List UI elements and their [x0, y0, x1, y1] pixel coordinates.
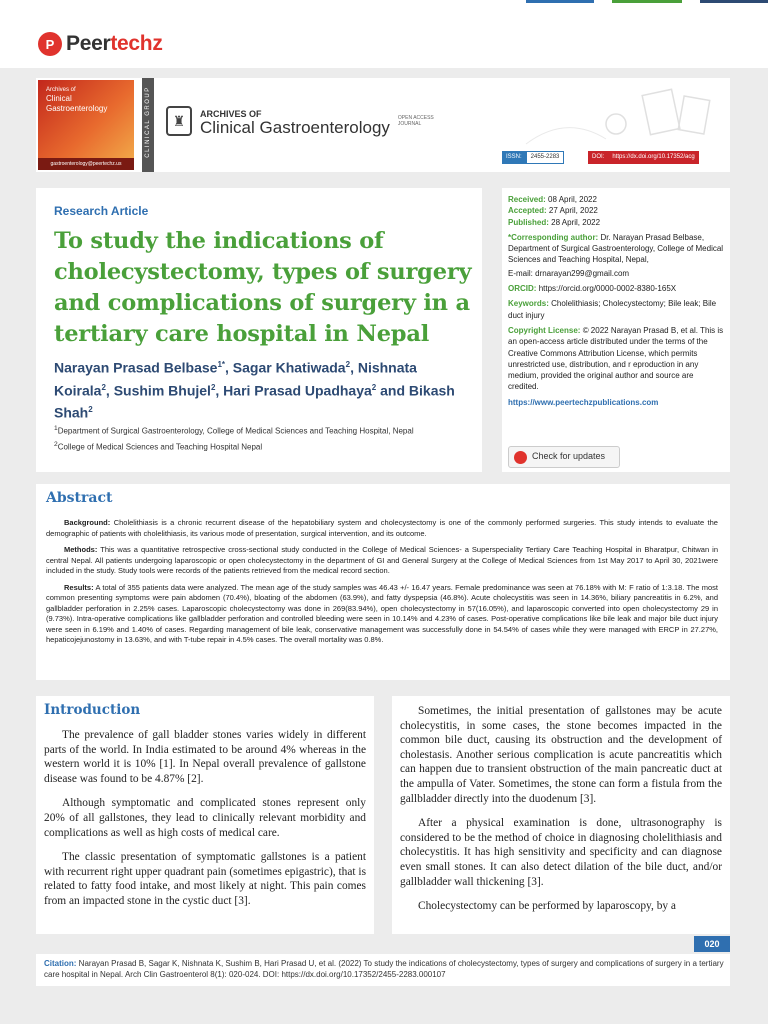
- publisher-url[interactable]: https://www.peertechzpublications.com: [508, 397, 659, 407]
- journal-cover-image: Archives of Clinical Gastroenterology gastroenterology@peertechz.us: [38, 80, 134, 170]
- affiliations: [54, 422, 474, 453]
- orcid: ORCID: https://orcid.org/0000-0002-8380-165X: [508, 284, 677, 294]
- author-list: Narayan Prasad Belbase$^{1*}$, Sagar Khatiwada$^2$, Nishnata Koirala$^2$, Sushim Bhujel$^2$, Hari Prasad Upadhaya$^2$ and Bikash Shah$^2$: [54, 359, 455, 421]
- paragraph: Cholecystectomy can be performed by laparoscopy, by a: [418, 900, 676, 913]
- top-strip-navy: [700, 0, 768, 3]
- copyright-license: Copyright License: © 2022 Narayan Prasad B, et al. This is an open-access article distributed under the terms of the Creative Commons Attribution License, which permits unrestricted use, distribution, and r eproduction in any medium, provided the original author and source are credited.: [508, 325, 724, 392]
- peertechz-logo-text: Peertechz: [66, 32, 163, 55]
- clinical-group-label: CLINICAL GROUP: [142, 78, 154, 172]
- body-column-right: [392, 696, 730, 934]
- issn-badge: ISSN: 2455-2283: [502, 151, 564, 164]
- paragraph: Sometimes, the initial presentation of gallstones may be acute cholecystitis, in some cases, the stone becomes impacted in the common bile duct, causing its obstruction and the development of cholestasis. Another serious complication is acute pancreatitis which can happen due to transient obstruction of the main pancreatic duct at the ampulla of Vater. Sometimes, the stone can form a fistula from the gallbladder directly into the duodenum [3].: [400, 705, 722, 805]
- journal-doi-link[interactable]: DOI: https://dx.doi.org/10.17352/acg: [588, 151, 699, 164]
- article-title: To study the indications of cholecystectomy, types of surgery and complications of surgery in a tertiary care hospital in Nepal: [54, 228, 472, 347]
- article-dates: Received: 08 April, 2022 Accepted: 27 April, 2022 Published: 28 April, 2022: [508, 195, 601, 227]
- top-strip-blue: [526, 0, 594, 3]
- paragraph: Although symptomatic and complicated stones represent only 20% of all gallstones, they lead to clinically relevant morbidity and complications as well as high costs of medical care.: [44, 797, 366, 839]
- page-number: 020: [694, 936, 730, 952]
- keywords: Keywords: Cholelithiasis; Cholecystectomy; Bile leak; Bile duct injury: [508, 299, 717, 320]
- decorative-documents-icon: [506, 84, 716, 150]
- title-box: [36, 188, 482, 472]
- journal-logo-icon: ♜: [166, 106, 192, 136]
- article-info-sidebar: [502, 188, 730, 472]
- article-type: Research Article: [54, 204, 149, 218]
- corresponding-author: *Corresponding author: Dr. Narayan Prasad Belbase, Department of Surgical Gastroenterology, College of Medical Sciences and Teaching Hospital, Nepal, E-mail: drnarayan299@gmail.com: [508, 232, 726, 279]
- introduction-heading: Introduction: [44, 702, 141, 718]
- journal-banner: [36, 78, 730, 172]
- abstract-methods: Methods: This was a quantitative retrospective cross-sectional study conducted in the College of Medical Sciences- a Superspeciality Tertiary Care Teaching Hospital in Bharatpur, Chitwan in central Nepal. All patients undergoing laparoscopic or open cholecystectomy in the department of GI and General Surgery at the College of Medical Sciences from 1st May 2017 to April 30, 2021were included in the study. Study tools were records of the patients retrieved from the medical record section.: [46, 545, 718, 575]
- abstract-results: Results: A total of 355 patients data were analyzed. The mean age of the study samples was 46.43 +/- 16.47 years. Female predominance was seen at 76.18% with M: F ratio of 1:3.18. The most common presenting symptoms were pain abdomen (70.4%), bloating of the abdomen (63.9%), and fatty dyspepsia (46.8%). Acute cholecystitis was seen in 14.36%, biliary pancreatitis in 6.2%, and gallbladder perforation in 2.25% cases. Laparoscopic cholecystectomy was done in 269(83.94%), open cholecystectomy in 57(16.05%), and laparoscopic converted into open cholecystectomy 29 in (9.73%). Intra-operative complications like gallbladder perforation and controlled bleeding were seen in 10.14% and 4.23% of cases. Post-operative complications like bile leak and major bile duct injury were seen in 6.19% and 1.40% of cases. Regarding management of bile leak, conservative management was successfully done in 54.54% of cases while they were managed with ERCP in 27.27%, hepaticojejunostomy in 13.63%, and with T-tube repair in 4.5% cases. The overall mortality was 0.8%.: [46, 582, 718, 644]
- journal-name-small: ARCHIVES OF: [200, 109, 262, 119]
- journal-name-large: Clinical Gastroenterology: [200, 118, 390, 137]
- citation-box: Citation: Narayan Prasad B, Sagar K, Nishnata K, Sushim B, Hari Prasad U, et al. (2022) To study the indications of cholecystectomy, types of surgery and complications of surgery in a tertiary care hospital in Nepal. Arch Clin Gastroenterol 8(1): 020-024. DOI: https://dx.doi.org/10.17352/2455-2283.000107: [36, 954, 730, 986]
- abstract-background: Background: Cholelithiasis is a chronic recurrent disease of the hepatobiliary system and cholecystectomy is one of the commonly performed surgeries. This study intends to evaluate the demographic of patients with cholelithiasis, its various mode of presentation, surgical intervention, and its outcome.: [46, 518, 718, 538]
- journal-logo: [166, 106, 434, 136]
- abstract-section: [36, 484, 730, 680]
- affiliation-1: $^1$Department of Surgical Gastroenterology, College of Medical Sciences and Teaching Hospital, Nepal: [54, 425, 414, 436]
- abstract-heading: Abstract: [46, 490, 113, 506]
- check-for-updates-button[interactable]: Check for updates: [508, 446, 620, 468]
- cover-email: gastroenterology@peertechz.us: [38, 158, 134, 170]
- orcid-link[interactable]: https://orcid.org/0000-0002-8380-165X: [538, 284, 677, 294]
- top-strip-green: [612, 0, 682, 3]
- author-email[interactable]: E-mail: drnarayan299@gmail.com: [508, 268, 630, 278]
- body-column-left: [36, 696, 374, 934]
- paragraph: The classic presentation of symptomatic gallstones is a patient with recurrent right upper quadrant pain (sometimes epigastric), that is related to fatty food intake, and most likely at night. This pain comes from an impacted stone in the cystic duct [3].: [44, 851, 367, 907]
- check-updates-icon: [514, 451, 527, 464]
- open-access-label: OPEN ACCESS JOURNAL: [397, 115, 434, 127]
- top-bar: [0, 0, 768, 68]
- affiliation-2: $^2$College of Medical Sciences and Teaching Hospital Nepal: [54, 440, 263, 452]
- paragraph: After a physical examination is done, ultrasonography is considered to be the method of choice in diagnosing cholelithiasis and cholecystitis. It has high sensitivity and specificity and can diagnose even small stones. It can also detect dilation of the bile duct, and/or gallbladder wall thickening [3].: [400, 817, 722, 888]
- paragraph: The prevalence of gall bladder stones varies widely in different parts of the world. In India estimated to be around 4% whereas in the western world it is 10% [1]. In Nepal overall prevalence of gallstone disease was found to be 4.87% [2].: [44, 729, 366, 785]
- peertechz-logo-icon: P: [38, 32, 62, 56]
- peertechz-logo[interactable]: [38, 32, 163, 56]
